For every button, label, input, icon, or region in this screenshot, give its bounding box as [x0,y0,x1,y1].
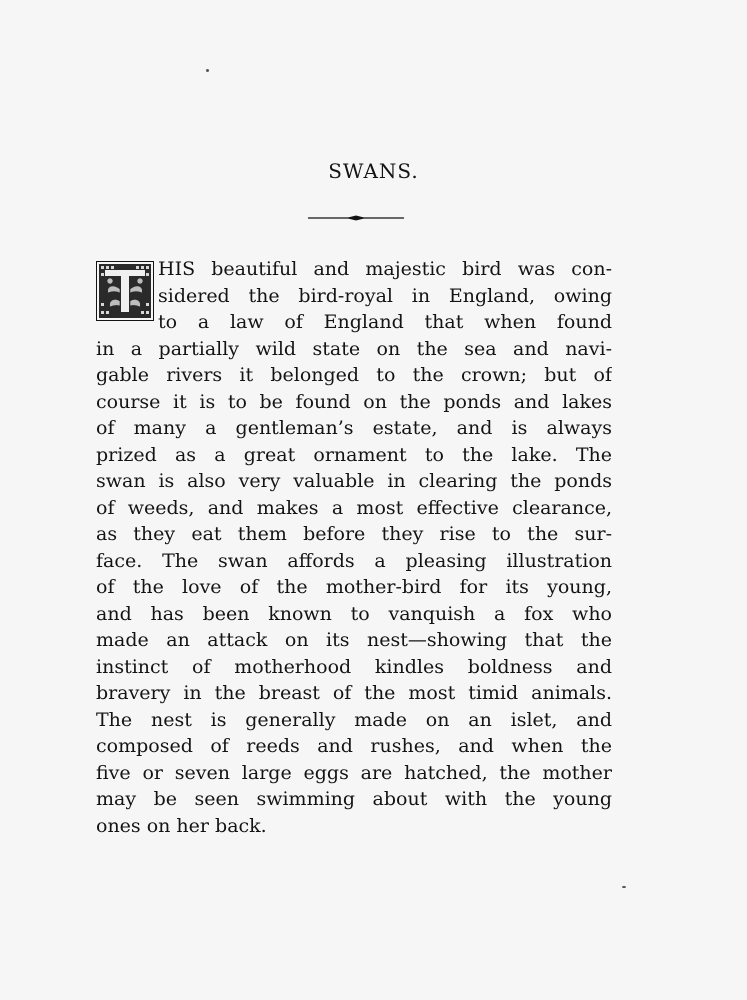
text-line: to a law of England that when found [158,311,612,333]
text-line: and has been known to vanquish a fox who [96,602,612,625]
article-body [96,256,612,839]
text-line: may be seen swimming about with the young [96,788,612,810]
text-line: ones on her back. [96,814,267,837]
text-line: bravery in the breast of the most timid animals. [96,682,612,704]
text-line: in a partially wild state on the sea and navi- [96,337,612,360]
text-line: HIS beautiful and majestic bird was con- [158,258,612,280]
text-line: face. The swan affords a pleasing illustration [96,549,612,572]
text-line: composed of reeds and rushes, and when the [96,735,612,757]
paper-speck [206,69,209,72]
text-line: gable rivers it belonged to the crown; but of [96,364,612,386]
text-line: The nest is generally made on an islet, and [96,708,612,731]
text-line: prized as a great ornament to the lake. The [96,443,612,466]
text-line: swan is also very valuable in clearing the ponds [96,470,612,492]
text-line: as they eat them before they rise to the sur- [96,523,612,545]
text-line: sidered the bird-royal in England, owing [158,284,612,307]
dropcap-ornament-icon [96,261,154,321]
text-line: five or seven large eggs are hatched, the mother [96,761,612,784]
text-line: of weeds, and makes a most effective clearance, [96,496,612,519]
text-line: of many a gentleman’s estate, and is always [96,417,612,439]
text-line: made an attack on its nest—showing that the [96,629,612,651]
page-title: SWANS. [328,159,419,183]
text-line: instinct of motherhood kindles boldness and [96,655,612,678]
text-line: of the love of the mother-bird for its young, [96,576,612,598]
text-line: course it is to be found on the ponds and lakes [96,390,612,413]
paper-speck [622,886,626,888]
ornamental-rule [308,213,404,223]
